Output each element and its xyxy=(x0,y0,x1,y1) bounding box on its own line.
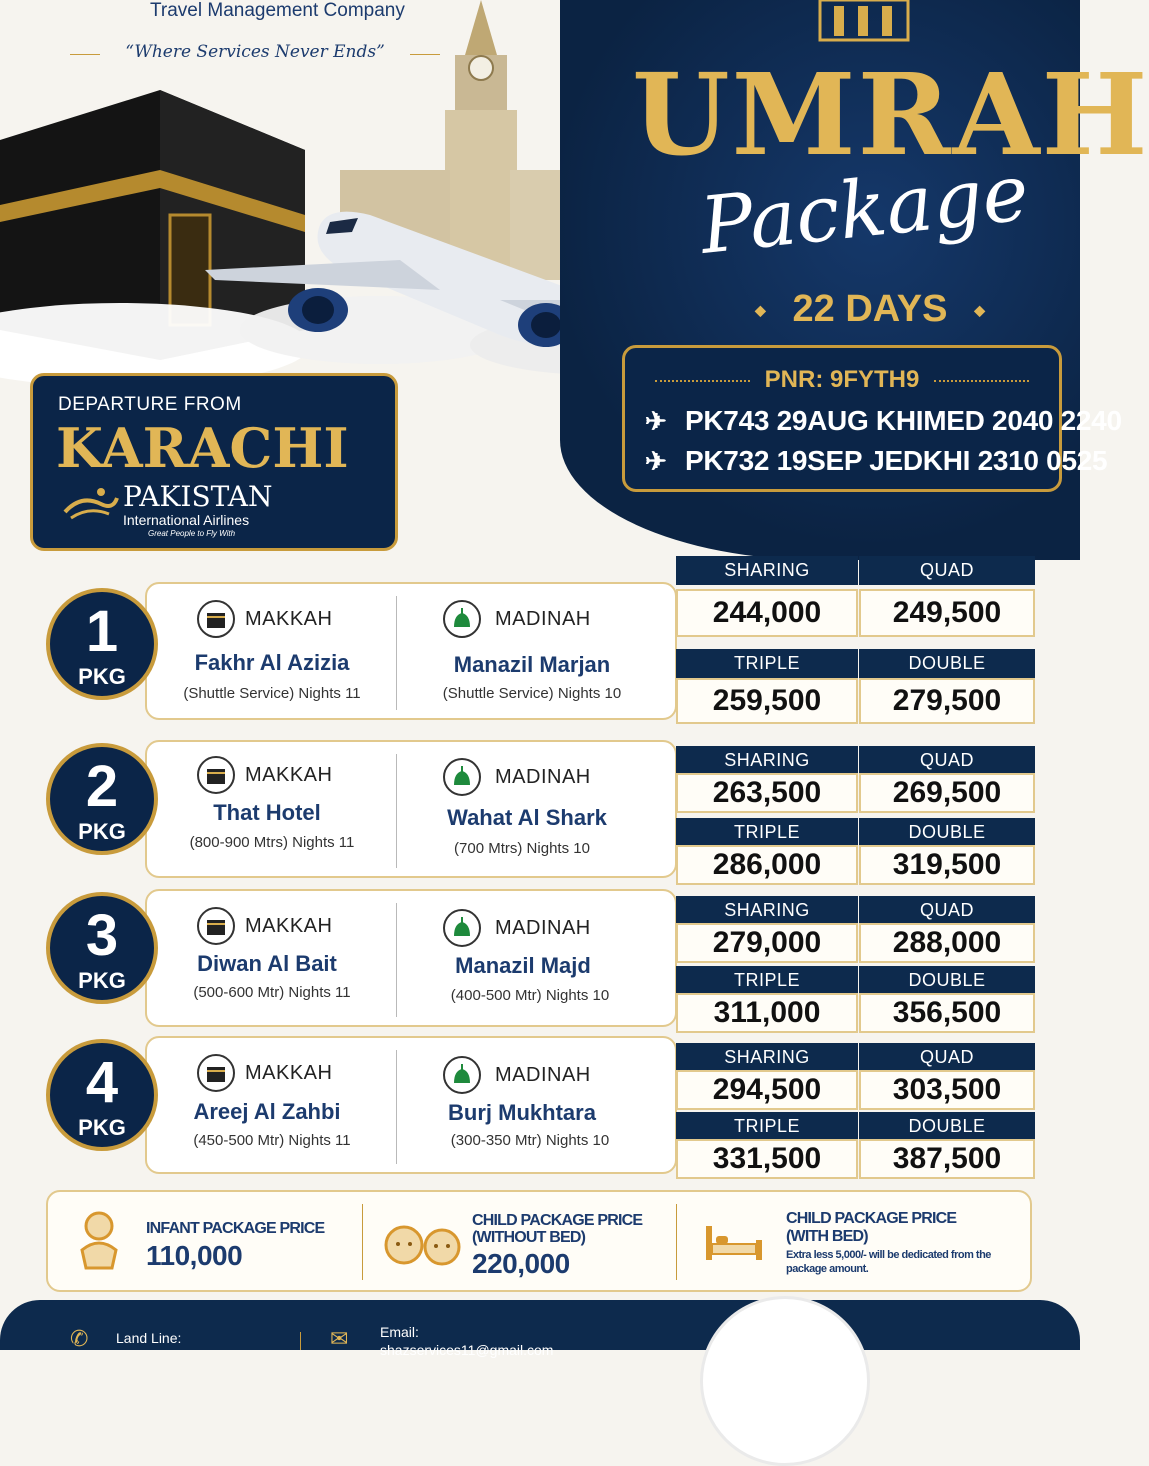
double-price: 319,500 xyxy=(859,845,1035,885)
quad-header: QUAD xyxy=(859,556,1035,585)
kaaba-icon xyxy=(197,756,235,794)
package-row-2 xyxy=(0,740,1080,890)
package-number: 3 xyxy=(85,903,119,968)
double-header: DOUBLE xyxy=(859,818,1035,847)
title-umrah: UMRAH xyxy=(632,50,1149,181)
child-bed-title-2: (WITH BED) xyxy=(786,1228,868,1245)
footer-divider xyxy=(300,1332,301,1350)
madinah-label: MADINAH xyxy=(495,1064,591,1086)
package-row-4 xyxy=(0,1036,1080,1186)
quad-price: 288,000 xyxy=(859,923,1035,963)
quad-price: 269,500 xyxy=(859,773,1035,813)
extras-divider xyxy=(676,1204,677,1280)
package-row-1 xyxy=(0,555,1080,717)
child-nobed-price: 220,000 xyxy=(472,1248,570,1279)
makkah-hotel-info: (Shuttle Service) Nights 11 xyxy=(183,685,361,702)
madinah-hotel-name: Manazil Majd xyxy=(455,953,591,978)
double-price: 279,500 xyxy=(859,678,1035,724)
quad-header: QUAD xyxy=(859,1043,1035,1072)
title-package: Package xyxy=(696,148,1033,272)
flight-leg-1 xyxy=(645,405,1122,437)
package-row-3 xyxy=(0,889,1080,1039)
phone-icon: ✆ xyxy=(70,1326,89,1351)
madinah-hotel-info: (300-350 Mtr) Nights 10 xyxy=(450,1132,610,1149)
sharing-price: 263,500 xyxy=(676,773,858,813)
sharing-price: 244,000 xyxy=(676,589,858,637)
sharing-header: SHARING xyxy=(676,746,858,775)
double-price: 387,500 xyxy=(859,1139,1035,1179)
sharing-price: 279,000 xyxy=(676,923,858,963)
triple-price: 311,000 xyxy=(676,993,858,1033)
madinah-hotel-info: (Shuttle Service) Nights 10 xyxy=(442,685,622,702)
makkah-label: MAKKAH xyxy=(245,1062,333,1084)
airplane-icon: ✈ xyxy=(645,406,667,436)
package-label: PKG xyxy=(78,664,126,689)
package-badge xyxy=(46,1039,158,1151)
sharing-header: SHARING xyxy=(676,896,858,925)
double-price: 356,500 xyxy=(859,993,1035,1033)
double-header: DOUBLE xyxy=(859,966,1035,995)
email-address: shazservices11@gmail.com xyxy=(380,1342,554,1358)
double-header: DOUBLE xyxy=(859,649,1035,678)
madinah-label: MADINAH xyxy=(495,917,591,939)
sharing-price: 294,500 xyxy=(676,1070,858,1110)
makkah-label: MAKKAH xyxy=(245,764,333,786)
madinah-label: MADINAH xyxy=(495,608,591,630)
green-dome-icon xyxy=(443,600,481,638)
email-label: Email: xyxy=(380,1324,419,1340)
triple-price: 331,500 xyxy=(676,1139,858,1179)
flight-leg-1-text: PK743 29AUG KHIMED 2040 2240 xyxy=(685,405,1122,436)
quad-header: QUAD xyxy=(859,896,1035,925)
departure-city: KARACHI xyxy=(56,416,349,480)
triple-price: 259,500 xyxy=(676,678,858,724)
baby-icon xyxy=(74,1210,124,1272)
triple-header: TRIPLE xyxy=(676,649,858,678)
mosque-ornament-icon xyxy=(812,0,916,44)
makkah-label: MAKKAH xyxy=(245,608,333,630)
triple-header: TRIPLE xyxy=(676,818,858,847)
makkah-hotel-info: (800-900 Mtrs) Nights 11 xyxy=(189,834,355,851)
madinah-hotel-info: (400-500 Mtr) Nights 10 xyxy=(450,987,610,1004)
flight-leg-2-text: PK732 19SEP JEDKHI 2310 0525 xyxy=(685,445,1108,476)
extras-divider xyxy=(362,1204,363,1280)
madinah-label: MADINAH xyxy=(495,766,591,788)
triple-header: TRIPLE xyxy=(676,1112,858,1141)
airline-subtitle: International Airlines xyxy=(123,512,250,528)
makkah-hotel-name: Areej Al Zahbi xyxy=(193,1099,341,1124)
company-name: Travel Management Company xyxy=(150,0,405,21)
extra-prices-box xyxy=(46,1190,1032,1292)
package-number: 4 xyxy=(85,1050,119,1115)
quad-price: 303,500 xyxy=(859,1070,1035,1110)
quad-header: QUAD xyxy=(859,746,1035,775)
package-label: PKG xyxy=(78,968,126,993)
quad-price: 249,500 xyxy=(859,589,1035,637)
package-label: PKG xyxy=(78,1115,126,1140)
title-duration: ◆ 22 DAYS ◆ xyxy=(755,288,985,331)
landline-label: Land Line: xyxy=(116,1330,182,1346)
makkah-hotel-name: That Hotel xyxy=(213,800,321,825)
card-divider xyxy=(396,903,397,1017)
infant-price-value: 110,000 xyxy=(146,1240,243,1271)
package-card xyxy=(145,582,677,720)
airplane-icon: ✈ xyxy=(645,446,667,476)
child-bed-note: Extra less 5,000/- will be dedicated from the package amount. xyxy=(786,1249,991,1275)
madinah-hotel-name: Wahat Al Shark xyxy=(447,805,607,830)
package-number: 1 xyxy=(85,599,119,664)
pia-logo-icon xyxy=(61,484,121,524)
child-nobed-title-1: CHILD PACKAGE PRICE xyxy=(472,1212,643,1229)
kaaba-icon xyxy=(197,600,235,638)
double-header: DOUBLE xyxy=(859,1112,1035,1141)
package-badge xyxy=(46,892,158,1004)
madinah-hotel-info: (700 Mtrs) Nights 10 xyxy=(454,840,590,857)
card-divider xyxy=(396,596,397,710)
company-emblem xyxy=(700,1296,870,1466)
makkah-hotel-info: (500-600 Mtr) Nights 11 xyxy=(193,984,351,1001)
green-dome-icon xyxy=(443,758,481,796)
departure-label: DEPARTURE FROM xyxy=(58,394,242,415)
sharing-header: SHARING xyxy=(676,1043,858,1072)
package-card xyxy=(145,889,677,1027)
package-card xyxy=(145,1036,677,1174)
madinah-hotel-name: Manazil Marjan xyxy=(453,652,611,677)
child-bed-title-1: CHILD PACKAGE PRICE xyxy=(786,1210,957,1227)
email-icon: ✉ xyxy=(330,1326,349,1351)
package-card xyxy=(145,740,677,878)
airline-slogan: Great People to Fly With xyxy=(148,529,236,538)
triple-header: TRIPLE xyxy=(676,966,858,995)
sharing-header: SHARING xyxy=(676,556,858,585)
bed-icon xyxy=(704,1222,764,1262)
green-dome-icon xyxy=(443,1056,481,1094)
package-number: 2 xyxy=(85,754,119,819)
triple-price: 286,000 xyxy=(676,845,858,885)
departure-box xyxy=(30,373,398,551)
package-badge xyxy=(46,588,158,700)
package-label: PKG xyxy=(78,819,126,844)
pnr-code: PNR: 9FYTH9 xyxy=(625,366,1059,394)
green-dome-icon xyxy=(443,909,481,947)
makkah-hotel-name: Fakhr Al Azizia xyxy=(194,650,350,675)
footer-bar xyxy=(0,1300,1080,1358)
kaaba-icon xyxy=(197,907,235,945)
kaaba-icon xyxy=(197,1054,235,1092)
package-badge xyxy=(46,743,158,855)
makkah-hotel-name: Diwan Al Bait xyxy=(197,951,337,976)
tagline: “Where Services Never Ends” xyxy=(70,42,440,62)
madinah-hotel-name: Burj Mukhtara xyxy=(448,1100,596,1125)
infant-price-title: INFANT PACKAGE PRICE xyxy=(146,1220,325,1237)
makkah-hotel-info: (450-500 Mtr) Nights 11 xyxy=(193,1132,351,1149)
makkah-label: MAKKAH xyxy=(245,915,333,937)
child-nobed-title-2: (WITHOUT BED) xyxy=(472,1229,586,1246)
flight-leg-2 xyxy=(645,445,1108,477)
children-icon xyxy=(382,1222,466,1268)
card-divider xyxy=(396,1050,397,1164)
flight-details-box xyxy=(622,345,1122,492)
airline-name: PAKISTAN xyxy=(123,480,273,513)
